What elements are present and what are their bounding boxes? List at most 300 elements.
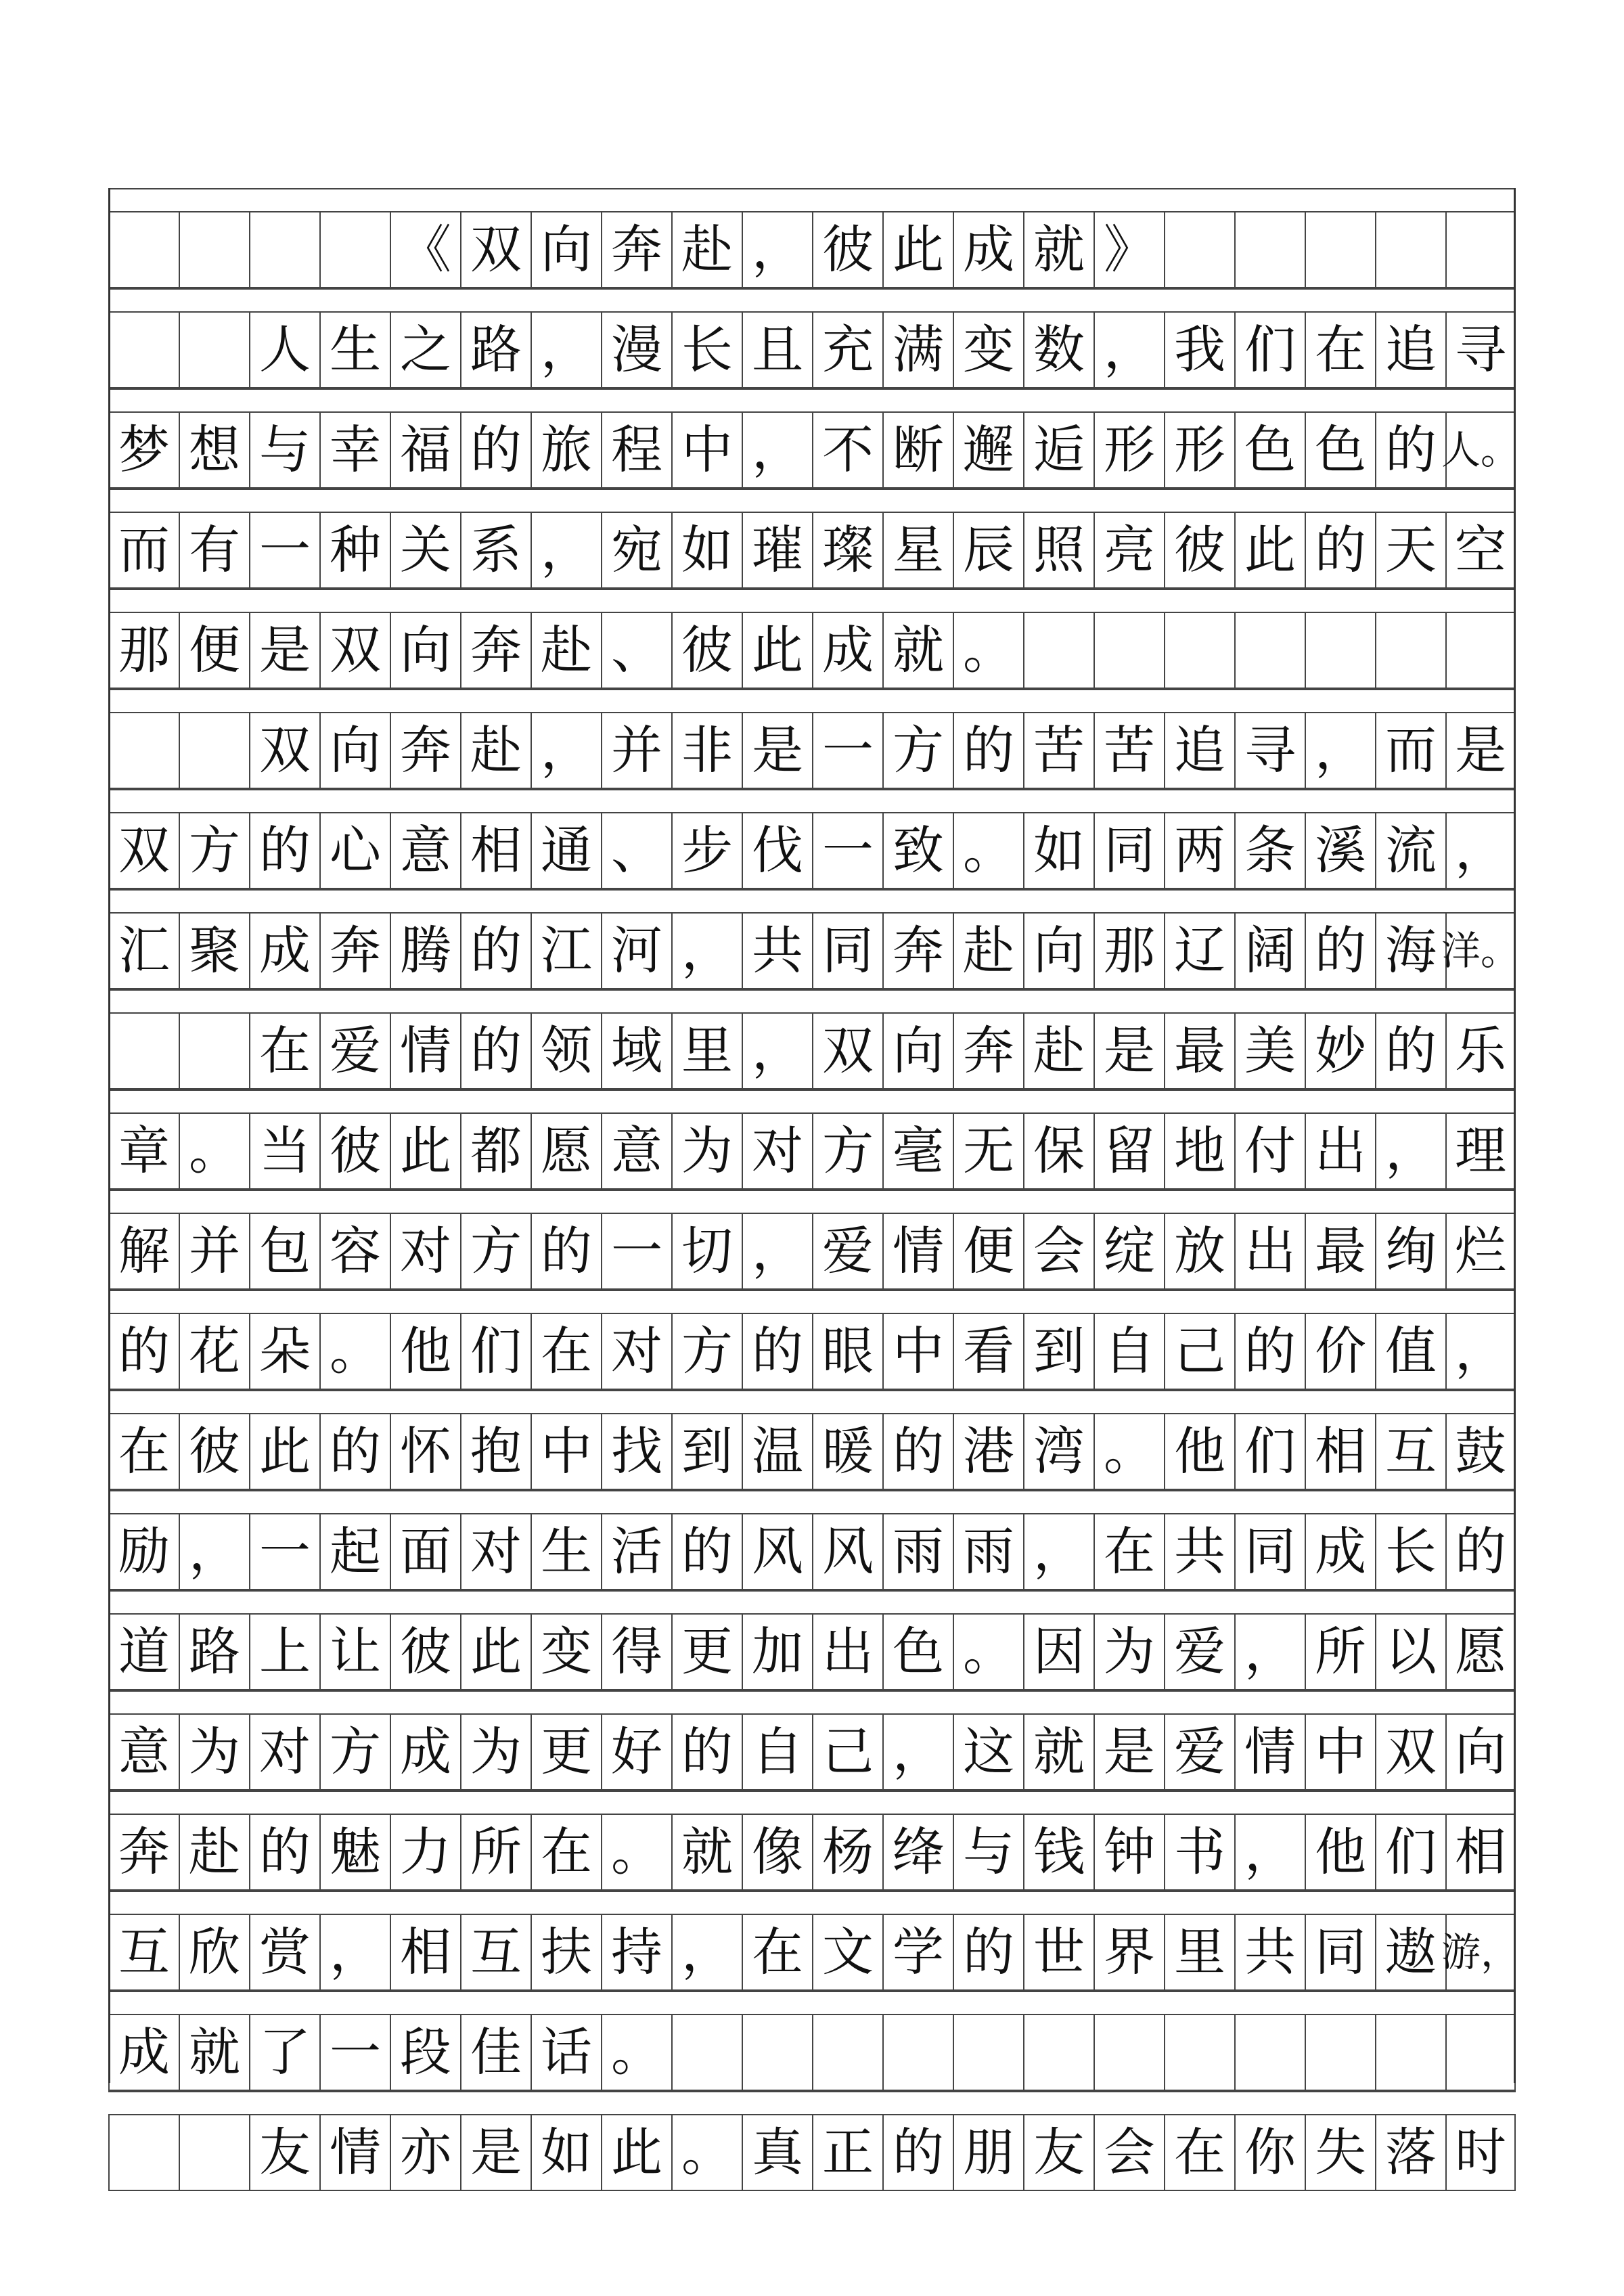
grid-cell: 们 (1234, 1414, 1305, 1489)
grid-cell (108, 1014, 179, 1088)
grid-cell: 福 (390, 413, 460, 487)
grid-cell: 的 (1375, 413, 1445, 487)
row-cells (108, 1414, 1516, 1490)
grid-cell: 得 (601, 1615, 671, 1689)
grid-row (108, 1891, 1520, 1991)
grid-cell: 这 (953, 1715, 1023, 1789)
grid-cell: 一 (249, 1514, 319, 1589)
grid-cell: 成 (390, 1715, 460, 1789)
grid-cell: 步 (671, 813, 742, 888)
grid-cell: 价 (1305, 1314, 1375, 1389)
grid-cell: 相 (1305, 1414, 1375, 1489)
row-cells (108, 313, 1516, 388)
grid-cell (953, 2015, 1023, 2090)
grid-cell: 的 (319, 1414, 390, 1489)
grid-cell: 之 (390, 313, 460, 387)
grid-cell: 便 (179, 613, 249, 688)
grid-cell: 方 (319, 1715, 390, 1789)
grid-cell: 亮 (1093, 513, 1164, 587)
grid-cell: 的 (531, 1214, 601, 1288)
grid-cell: 段 (390, 2015, 460, 2090)
grid-cell: 。 (179, 1114, 249, 1188)
grid-cell (1234, 2015, 1305, 2090)
grid-cell: 且 (742, 313, 812, 387)
grid-cell: 的 (742, 1314, 812, 1389)
grid-cell: 同 (812, 914, 882, 988)
grid-cell: 腾 (390, 914, 460, 988)
grid-cell: 情 (1234, 1715, 1305, 1789)
grid-cell: 互 (1375, 1414, 1445, 1489)
grid-cell: 不 (812, 413, 882, 487)
grid-cell: 眼 (812, 1314, 882, 1389)
grid-cell: 溪 (1305, 813, 1375, 888)
grid-cell (1234, 212, 1305, 287)
grid-cell: 那 (1093, 914, 1164, 988)
grid-cell: 就 (671, 1815, 742, 1889)
row-cells (108, 1915, 1520, 1991)
grid-cell: 苦 (1023, 713, 1093, 788)
grid-cell: 正 (812, 2115, 882, 2190)
grid-cell: 汇 (108, 914, 179, 988)
grid-cell: 友 (249, 2115, 319, 2190)
row-gap (108, 1690, 1516, 1715)
grid-cell: 非 (671, 713, 742, 788)
grid-cell: 伐 (742, 813, 812, 888)
grid-cell: 变 (531, 1615, 601, 1689)
grid-cell: 了 (249, 2015, 319, 2090)
grid-cell (1234, 613, 1305, 688)
grid-row (108, 1290, 1516, 1390)
grid-cell: 奔 (601, 212, 671, 287)
grid-cell: 是 (249, 613, 319, 688)
grid-cell: 佳 (460, 2015, 531, 2090)
grid-cell: 幸 (319, 413, 390, 487)
grid-cell: 流 (1375, 813, 1445, 888)
grid-cell: 星 (882, 513, 953, 587)
grid-cell: 所 (1305, 1615, 1375, 1689)
grid-cell: 真 (742, 2115, 812, 2190)
grid-cell: 赴 (671, 212, 742, 287)
grid-cell: 成 (108, 2015, 179, 2090)
row-cells (108, 1114, 1516, 1190)
grid-cell: 为 (671, 1114, 742, 1188)
grid-cell: 愿 (531, 1114, 601, 1188)
grid-cell: 美 (1234, 1014, 1305, 1088)
grid-cell: ， (671, 1915, 742, 1989)
grid-cell (1445, 2015, 1516, 2090)
grid-cell: 形 (1093, 413, 1164, 487)
grid-cell: 照 (1023, 513, 1093, 587)
grid-cell: 彼 (319, 1114, 390, 1188)
grid-cell: 彼 (179, 1414, 249, 1489)
grid-cell: 里 (1164, 1915, 1234, 1989)
row-cells (108, 2015, 1516, 2091)
grid-cell: 色 (1305, 413, 1375, 487)
grid-cell: 奔 (390, 713, 460, 788)
grid-cell: 双 (460, 212, 531, 287)
grid-cell: 此 (742, 613, 812, 688)
grid-cell: 满 (882, 313, 953, 387)
grid-cell: 。 (319, 1314, 390, 1389)
grid-cell: 的 (1445, 1514, 1516, 1589)
grid-cell: 里 (671, 1014, 742, 1088)
row-cells (108, 1514, 1516, 1590)
row-cells (108, 2115, 1516, 2191)
grid-cell: 而 (108, 513, 179, 587)
grid-cell: 域 (601, 1014, 671, 1088)
grid-row (108, 388, 1520, 489)
grid-cell: 系 (460, 513, 531, 587)
grid-cell: 赴 (531, 613, 601, 688)
grid-cell: 杨 (812, 1815, 882, 1889)
grid-cell: 的 (1305, 914, 1375, 988)
grid-cell (1164, 613, 1234, 688)
grid-cell: 就 (179, 2015, 249, 2090)
grid-cell: 赴 (460, 713, 531, 788)
grid-cell: 妙 (1305, 1014, 1375, 1088)
grid-cell: ， (1093, 313, 1164, 387)
grid-cell: ， (531, 713, 601, 788)
grid-cell: 形 (1164, 413, 1234, 487)
grid-cell: 。 (601, 2015, 671, 2090)
grid-cell: 想 (179, 413, 249, 487)
grid-cell: 璨 (812, 513, 882, 587)
grid-cell: 当 (249, 1114, 319, 1188)
grid-cell: 自 (1093, 1314, 1164, 1389)
grid-cell: 旅 (531, 413, 601, 487)
grid-cell: 是 (460, 2115, 531, 2190)
row-gap (108, 1390, 1516, 1414)
grid-cell: 此 (390, 1114, 460, 1188)
grid-cell: ， (1234, 1815, 1305, 1889)
grid-cell: 理 (1445, 1114, 1516, 1188)
grid-cell: 此 (601, 2115, 671, 2190)
grid-cell: 河 (601, 914, 671, 988)
grid-cell: 充 (812, 313, 882, 387)
grid-cell: 追 (1375, 313, 1445, 387)
grid-cell: ， (742, 1014, 812, 1088)
grid-cell: 相 (1445, 1815, 1516, 1889)
grid-cell: 苦 (1093, 713, 1164, 788)
row-cells (108, 1715, 1516, 1791)
row-gap (108, 1791, 1516, 1815)
grid-cell: 的 (1234, 1314, 1305, 1389)
grid-cell: 以 (1375, 1615, 1445, 1689)
grid-cell: 更 (671, 1615, 742, 1689)
grid-cell: 让 (319, 1615, 390, 1689)
row-gap (108, 889, 1516, 914)
grid-cell: 条 (1234, 813, 1305, 888)
grid-cell: 人。 (1445, 413, 1516, 487)
grid-cell: 力 (390, 1815, 460, 1889)
grid-row (108, 1089, 1516, 1190)
grid-cell: 中 (531, 1414, 601, 1489)
grid-cell: 在 (1164, 2115, 1234, 2190)
grid-cell: 魅 (319, 1815, 390, 1889)
grid-cell: 如 (1023, 813, 1093, 888)
grid-cell: 情 (319, 2115, 390, 2190)
grid-cell: 文 (812, 1915, 882, 1989)
grid-cell: 赴 (1023, 1014, 1093, 1088)
grid-cell: 奔 (882, 914, 953, 988)
grid-cell (179, 1014, 249, 1088)
grid-cell: 就 (1023, 1715, 1093, 1789)
grid-cell: 色 (882, 1615, 953, 1689)
row-gap (108, 2091, 1516, 2115)
grid-cell: 话 (531, 2015, 601, 2090)
grid-cell: 同 (1234, 1514, 1305, 1589)
grid-cell: 他 (1164, 1414, 1234, 1489)
grid-row (108, 1791, 1516, 1891)
grid-cell: 关 (390, 513, 460, 587)
grid-cell: 己 (1164, 1314, 1234, 1389)
grid-cell: 是 (1093, 1715, 1164, 1789)
grid-cell: 赴 (179, 1815, 249, 1889)
grid-cell: 抱 (460, 1414, 531, 1489)
grid-cell: 同 (1305, 1915, 1375, 1989)
grid-cell: 。 (953, 613, 1023, 688)
grid-cell: 双 (812, 1014, 882, 1088)
row-cells (108, 613, 1516, 689)
grid-cell: 更 (531, 1715, 601, 1789)
grid-cell (1305, 212, 1375, 287)
grid-cell: 像 (742, 1815, 812, 1889)
grid-cell: 是 (742, 713, 812, 788)
grid-cell: 放 (1164, 1214, 1234, 1288)
grid-cell: 心 (319, 813, 390, 888)
grid-cell (179, 212, 249, 287)
grid-cell: 此 (460, 1615, 531, 1689)
grid-cell: 上 (249, 1615, 319, 1689)
grid-cell: 漫 (601, 313, 671, 387)
grid-cell: 都 (460, 1114, 531, 1188)
grid-cell: 方 (671, 1314, 742, 1389)
grid-row (108, 889, 1520, 989)
grid-row (108, 989, 1516, 1089)
row-cells (108, 1014, 1516, 1089)
grid-cell: 》 (1093, 212, 1164, 287)
grid-cell: ， (742, 1214, 812, 1288)
grid-cell: 彼 (390, 1615, 460, 1689)
grid-cell: 的 (671, 1514, 742, 1589)
grid-cell: 向 (390, 613, 460, 688)
grid-cell: ， (531, 513, 601, 587)
grid-cell: 持 (601, 1915, 671, 1989)
grid-cell: 那 (108, 613, 179, 688)
grid-cell: 空 (1445, 513, 1516, 587)
grid-cell: 江 (531, 914, 601, 988)
grid-cell: ， (531, 313, 601, 387)
grid-cell: 宛 (601, 513, 671, 587)
grid-cell: 在 (1093, 1514, 1164, 1589)
grid-cell: 在 (249, 1014, 319, 1088)
grid-cell: 追 (1164, 713, 1234, 788)
grid-cell: 的 (882, 2115, 953, 2190)
grid-cell: 道 (108, 1615, 179, 1689)
grid-cell: 就 (1023, 212, 1093, 287)
grid-cell (108, 212, 179, 287)
grid-row (108, 1690, 1516, 1791)
grid-cell: 意 (601, 1114, 671, 1188)
grid-cell: 向 (531, 212, 601, 287)
grid-cell: 的 (671, 1715, 742, 1789)
grid-cell: 时 (1445, 2115, 1516, 2190)
grid-cell: 我 (1164, 313, 1234, 387)
grid-cell: 寻 (1445, 313, 1516, 387)
row-gap (108, 489, 1516, 513)
grid-cell: 的 (953, 1915, 1023, 1989)
grid-cell: 洋。 (1445, 914, 1516, 988)
grid-row (108, 1991, 1516, 2091)
grid-row (108, 288, 1516, 388)
grid-row (108, 188, 1516, 288)
grid-cell: 向 (319, 713, 390, 788)
grid-cell: 长 (671, 313, 742, 387)
grid-cell: 为 (179, 1715, 249, 1789)
grid-cell: 亦 (390, 2115, 460, 2190)
grid-cell: 并 (179, 1214, 249, 1288)
grid-cell: 湾 (1023, 1414, 1093, 1489)
grid-cell: 长 (1375, 1514, 1445, 1589)
grid-cell: 梦 (108, 413, 179, 487)
grid-cell: 们 (460, 1314, 531, 1389)
row-gap (108, 1590, 1516, 1615)
grid-cell: 方 (460, 1214, 531, 1288)
row-cells (108, 713, 1516, 789)
row-gap (108, 1290, 1516, 1314)
grid-cell: 暖 (812, 1414, 882, 1489)
grid-cell (742, 2015, 812, 2090)
grid-cell: 欣 (179, 1915, 249, 1989)
grid-cell: 遨 (1375, 1915, 1445, 1989)
grid-cell: 色 (1234, 413, 1305, 487)
row-cells (108, 914, 1520, 989)
grid-cell: 友 (1023, 2115, 1093, 2190)
grid-cell (1375, 613, 1445, 688)
grid-cell: ， (1023, 1514, 1093, 1589)
grid-cell: 断 (882, 413, 953, 487)
grid-cell: 值 (1375, 1314, 1445, 1389)
grid-cell (671, 2015, 742, 2090)
grid-cell: 领 (531, 1014, 601, 1088)
grid-cell: ， (882, 1715, 953, 1789)
grid-cell: ， (319, 1915, 390, 1989)
grid-cell (108, 713, 179, 788)
grid-cell: 奔 (460, 613, 531, 688)
grid-cell: 人 (249, 313, 319, 387)
row-gap (108, 288, 1516, 313)
grid-cell: 朵 (249, 1314, 319, 1389)
grid-cell: 在 (1305, 313, 1375, 387)
grid-cell: 到 (1023, 1314, 1093, 1389)
grid-cell: 意 (390, 813, 460, 888)
grid-cell (179, 2115, 249, 2190)
grid-cell: 情 (882, 1214, 953, 1288)
grid-cell: 爱 (1164, 1615, 1234, 1689)
row-gap (108, 989, 1516, 1014)
grid-cell: 学 (882, 1915, 953, 1989)
grid-cell: 找 (601, 1414, 671, 1489)
grid-cell: ， (671, 914, 742, 988)
row-cells (108, 1214, 1516, 1290)
grid-cell: 是 (1093, 1014, 1164, 1088)
grid-cell: 出 (1305, 1114, 1375, 1188)
grid-cell: 双 (319, 613, 390, 688)
row-gap (108, 1190, 1516, 1214)
grid-cell: 他 (1305, 1815, 1375, 1889)
grid-cell: ， (1234, 1615, 1305, 1689)
grid-cell: 海 (1375, 914, 1445, 988)
grid-cell: 。 (953, 1615, 1023, 1689)
grid-cell: 愿 (1445, 1615, 1516, 1689)
grid-cell: 的 (953, 713, 1023, 788)
grid-cell: 的 (1375, 1014, 1445, 1088)
grid-cell: 的 (460, 914, 531, 988)
grid-cell: 共 (1234, 1915, 1305, 1989)
grid-cell: 他 (390, 1314, 460, 1389)
grid-cell: 对 (601, 1314, 671, 1389)
grid-row (108, 1590, 1516, 1690)
row-cells (108, 1615, 1516, 1690)
grid-cell: 方 (882, 713, 953, 788)
grid-cell: 中 (671, 413, 742, 487)
grid-cell (1164, 212, 1234, 287)
grid-cell: 通 (531, 813, 601, 888)
grid-cell: 方 (179, 813, 249, 888)
grid-cell: ， (179, 1514, 249, 1589)
grid-cell: 同 (1093, 813, 1164, 888)
grid-cell: 程 (601, 413, 671, 487)
grid-cell: 的 (460, 1014, 531, 1088)
grid-cell: 生 (319, 313, 390, 387)
grid-cell: 雨 (953, 1514, 1023, 1589)
grid-cell: 《 (390, 212, 460, 287)
grid-cell: 朋 (953, 2115, 1023, 2190)
grid-cell: 励 (108, 1514, 179, 1589)
grid-cell: 向 (1023, 914, 1093, 988)
row-gap (108, 388, 1516, 413)
grid-cell (812, 2015, 882, 2090)
row-gap (108, 188, 1516, 212)
grid-cell: 种 (319, 513, 390, 587)
grid-row (108, 689, 1516, 789)
grid-cell: 。 (953, 813, 1023, 888)
grid-cell: 而 (1375, 713, 1445, 788)
grid-cell: 共 (1164, 1514, 1234, 1589)
grid-cell: 对 (460, 1514, 531, 1589)
grid-cell: 成 (1305, 1514, 1375, 1589)
grid-cell (1093, 613, 1164, 688)
row-cells (108, 212, 1516, 288)
row-cells (108, 1815, 1516, 1891)
grid-cell: 意 (108, 1715, 179, 1789)
grid-cell: 切 (671, 1214, 742, 1288)
grid-cell: 对 (390, 1214, 460, 1288)
grid-cell: 解 (108, 1214, 179, 1288)
grid-cell: 两 (1164, 813, 1234, 888)
grid-cell: 奔 (319, 914, 390, 988)
grid-cell: 聚 (179, 914, 249, 988)
grid-row (108, 489, 1516, 589)
grid-cell: 乐 (1445, 1014, 1516, 1088)
grid-cell: 情 (390, 1014, 460, 1088)
grid-cell: 如 (531, 2115, 601, 2190)
grid-cell: 相 (390, 1915, 460, 1989)
grid-cell: 奔 (108, 1815, 179, 1889)
grid-cell: 绚 (1375, 1214, 1445, 1288)
grid-cell: 互 (108, 1915, 179, 1989)
row-gap (108, 1089, 1516, 1114)
